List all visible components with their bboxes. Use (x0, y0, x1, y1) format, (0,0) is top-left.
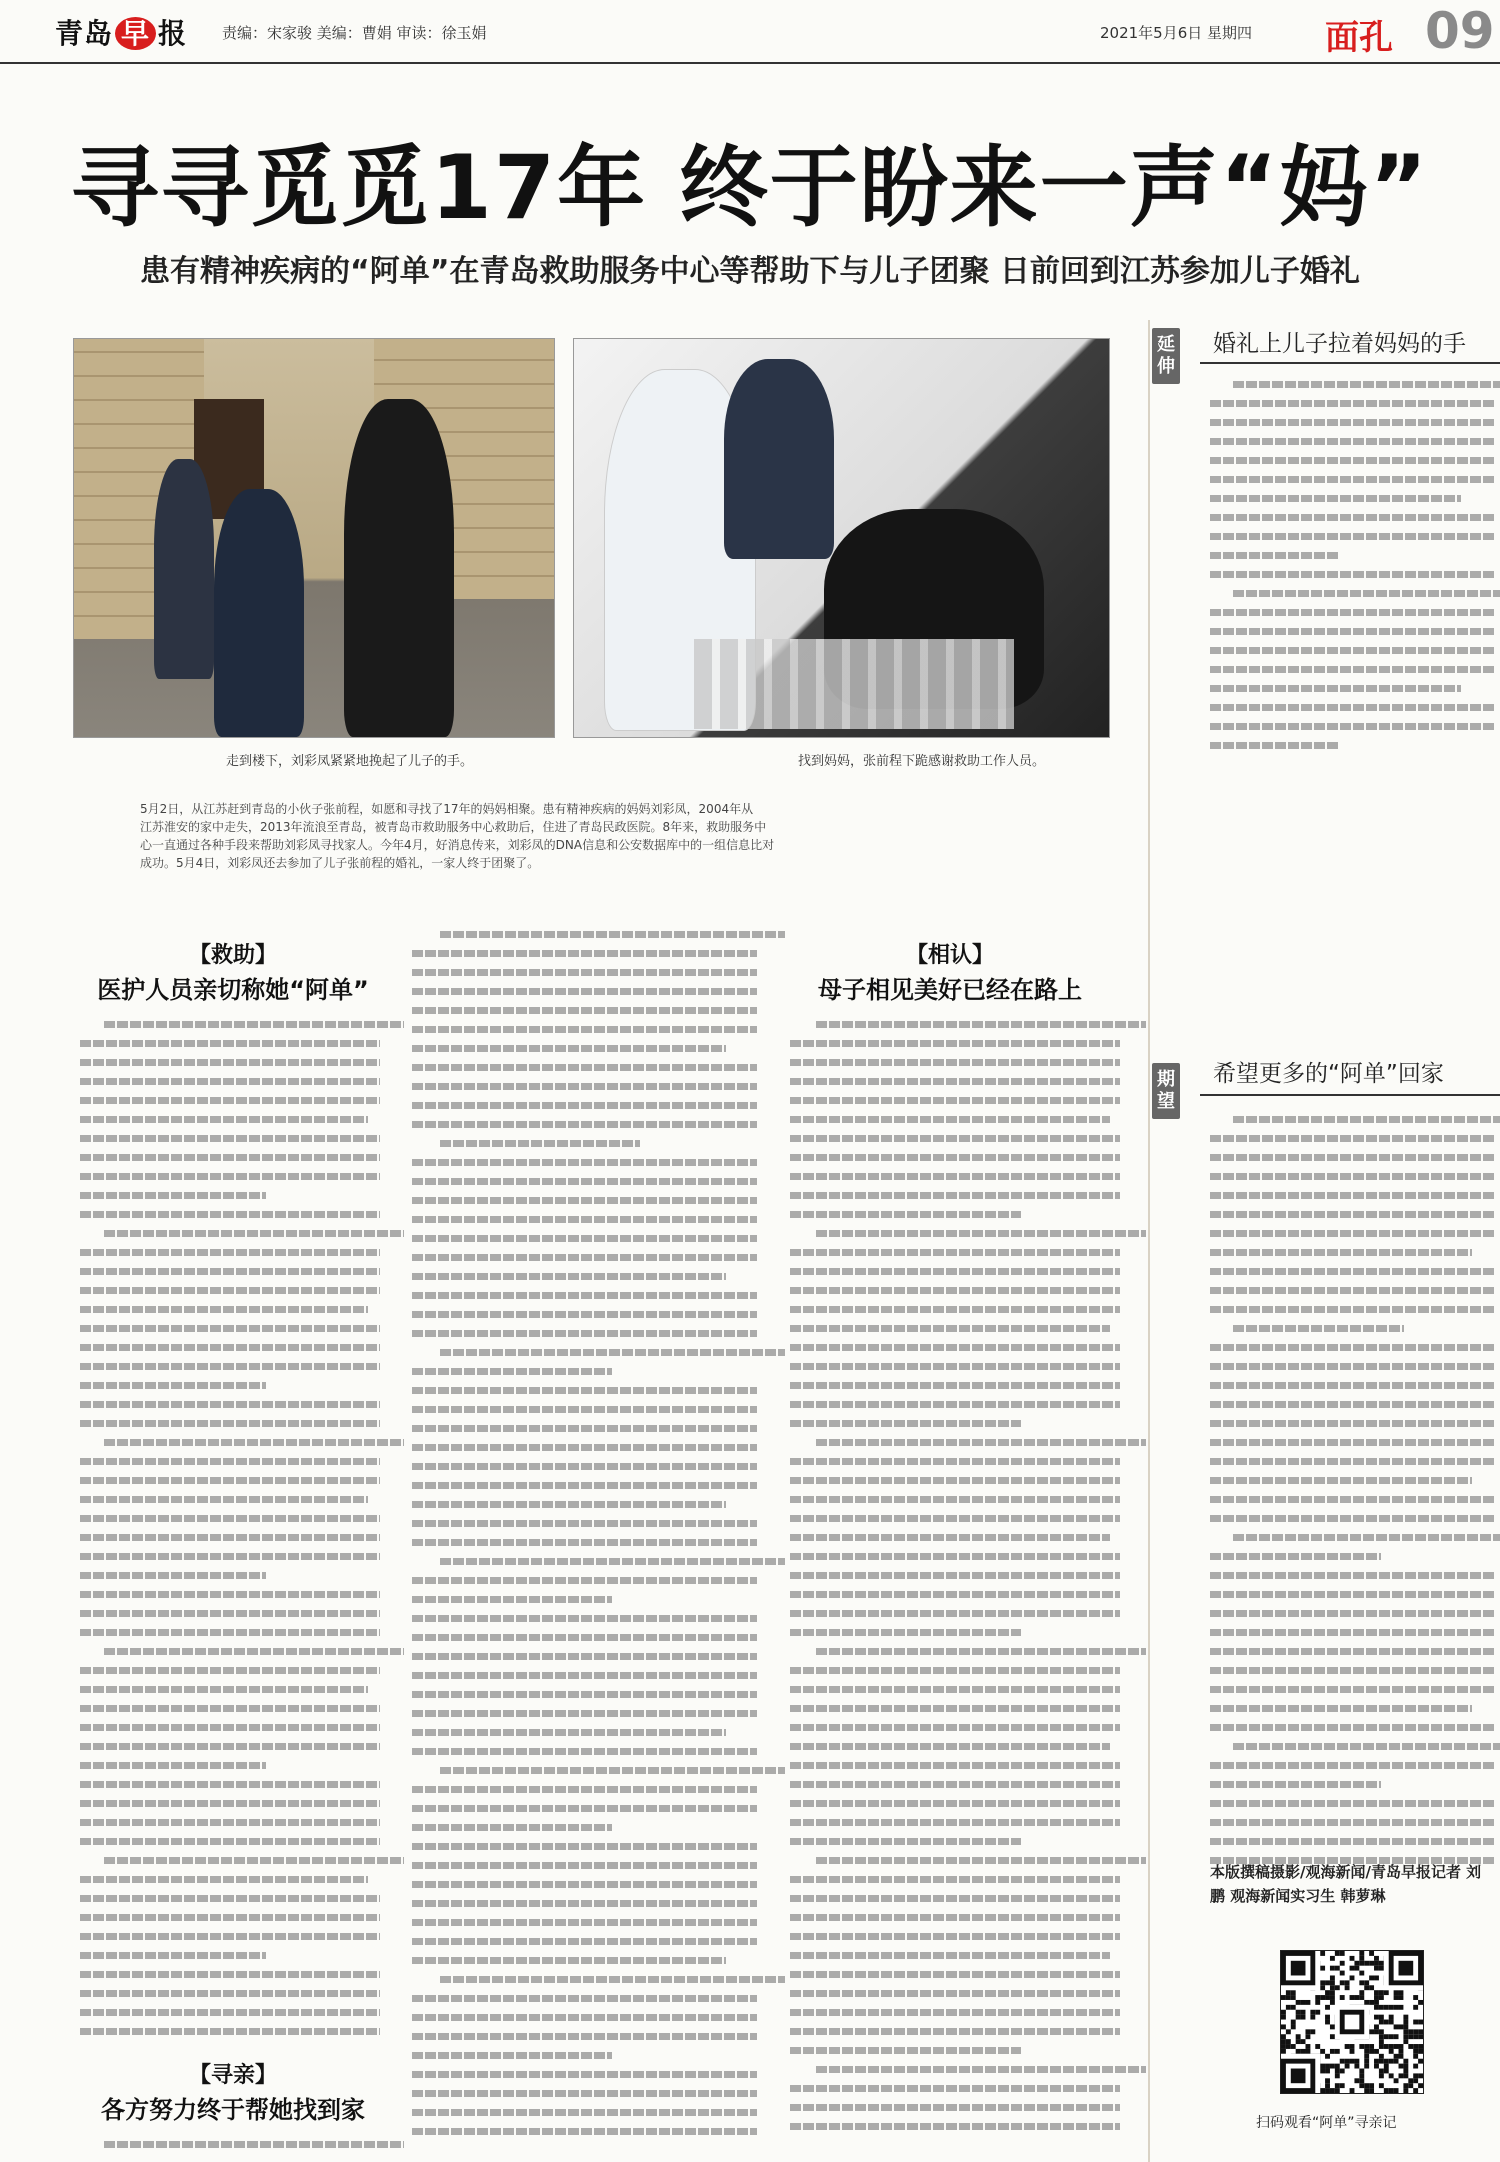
body-text-line (1210, 508, 1495, 527)
body-text-line (790, 1813, 1120, 1832)
body-text-line (1210, 1604, 1495, 1623)
body-text-line (1210, 1205, 1495, 1224)
body-text-line (1210, 546, 1338, 565)
headline: 寻寻觅觅17年 终于盼来一声“妈” (70, 136, 1430, 239)
body-text-line (790, 1243, 1120, 1262)
body-text-line (412, 1514, 757, 1533)
lead-line: 心一直通过各种手段来帮助刘彩凤寻找家人。今年4月，好消息传来，刘彩凤的DNA信息和公安数据库中的一组信息比对 (140, 838, 775, 852)
body-text-line (790, 1680, 1120, 1699)
body-text-line (412, 1324, 757, 1343)
body-text-line (80, 1091, 380, 1110)
body-text-line (1210, 1623, 1495, 1642)
body-text-line (790, 1357, 1120, 1376)
body-text-line (790, 1604, 1120, 1623)
body-text-line (412, 1742, 757, 1761)
body-text-line (1210, 1509, 1495, 1528)
logo-text-mid: 早 (115, 17, 156, 50)
body-text-line (1210, 1566, 1495, 1585)
article-column-3 (790, 1015, 1120, 2136)
body-text-line (1210, 1224, 1495, 1243)
lead-line: 成功。5月4日，刘彩凤还去参加了儿子张前程的婚礼，一家人终于团聚了。 (140, 856, 540, 870)
body-text-line (80, 1357, 380, 1376)
body-text-line (1210, 565, 1495, 584)
body-text-line (790, 1756, 1120, 1775)
body-text-line (790, 1262, 1120, 1281)
section-tag-recognize: 【相认】 (905, 943, 994, 968)
article-column-1-bottom (80, 2135, 380, 2154)
body-text-line (80, 1585, 380, 1604)
body-text-line (790, 1205, 1021, 1224)
body-text-line (80, 1509, 380, 1528)
body-text-line (1210, 451, 1495, 470)
body-text-line (412, 2008, 757, 2027)
qr-code-icon[interactable] (1280, 1950, 1424, 2094)
body-text-line (80, 1528, 380, 1547)
body-text-line (412, 1077, 757, 1096)
body-text-line (412, 1495, 726, 1514)
body-text-line (412, 1704, 757, 1723)
section-title-recognize: 母子相见美好已经在路上 (818, 976, 1082, 1004)
body-text-line (80, 1984, 380, 2003)
body-text-line (412, 1571, 757, 1590)
body-text-line (1210, 432, 1495, 451)
body-text-line (412, 1647, 757, 1666)
body-text-line (1210, 1395, 1495, 1414)
sidebar-label-hope: 期望 (1152, 1063, 1180, 1119)
body-text-line (412, 1419, 757, 1438)
logo-text-right: 报 (158, 17, 188, 50)
body-text-line (104, 1015, 404, 1034)
byline: 本版撰稿摄影/观海新闻/青岛早报记者 刘鹏 观海新闻实习生 韩萝琳 (1210, 1863, 1482, 1905)
body-text-line (412, 1153, 757, 1172)
body-text-line (412, 1837, 757, 1856)
body-text-line (816, 1224, 1146, 1243)
section-tag-search: 【寻亲】 (188, 2063, 277, 2088)
body-text-line (412, 1001, 757, 1020)
body-text-line (790, 1908, 1120, 1927)
body-text-line (790, 1623, 1021, 1642)
body-text-line (1233, 584, 1500, 603)
body-text-line (1210, 1756, 1495, 1775)
body-text-line (104, 2135, 404, 2154)
body-text-line (1210, 1680, 1495, 1699)
body-text-line (80, 2022, 380, 2041)
body-text-line (1210, 1338, 1495, 1357)
body-text-line (1210, 1832, 1495, 1851)
body-text-line (80, 1604, 380, 1623)
body-text-line (412, 1780, 757, 1799)
body-text-line (80, 1167, 380, 1186)
body-text-line (1210, 1699, 1472, 1718)
body-text-line (816, 2060, 1146, 2079)
body-text-line (790, 1832, 1021, 1851)
body-text-line (80, 1756, 266, 1775)
issue-date: 2021年5月6日 星期四 (1100, 24, 1253, 42)
body-text-line (80, 1376, 266, 1395)
lead-line: 5月2日，从江苏赶到青岛的小伙子张前程，如愿和寻找了17年的妈妈相聚。患有精神疾病的妈妈刘彩凤，2004年从 (140, 802, 754, 816)
staff-figure (154, 459, 214, 679)
sidebar-label-extension: 延伸 (1152, 328, 1180, 384)
body-text-line (80, 1395, 380, 1414)
body-text-line (790, 1984, 1120, 2003)
body-text-line (1210, 1547, 1381, 1566)
body-text-line (412, 1191, 757, 1210)
body-text-line (790, 1965, 1120, 1984)
body-text-line (412, 1457, 757, 1476)
body-text-line (790, 1566, 1120, 1585)
body-text-line (412, 1267, 726, 1286)
body-text-line (412, 982, 757, 1001)
photo-caption-2: 找到妈妈，张前程下跪感谢救助工作人员。 (798, 754, 1046, 769)
body-text-line (1210, 1642, 1495, 1661)
body-text-line (1210, 717, 1495, 736)
body-text-line (412, 2046, 612, 2065)
body-text-line (1210, 1452, 1495, 1471)
section-title-search: 各方努力终于帮她找到家 (101, 2096, 365, 2124)
body-text-line (80, 1281, 380, 1300)
body-text-line (80, 1889, 380, 1908)
body-text-line (1233, 1110, 1500, 1129)
body-text-line (790, 1509, 1120, 1528)
body-text-line (790, 1395, 1120, 1414)
body-text-line (412, 1609, 757, 1628)
body-text-line (412, 1115, 757, 1134)
body-text-line (412, 1932, 757, 1951)
body-text-line (1233, 1737, 1500, 1756)
body-text-line (412, 1666, 757, 1685)
body-text-line (80, 1262, 380, 1281)
body-text-line (80, 1319, 380, 1338)
body-text-line (412, 1685, 757, 1704)
body-text-line (80, 1072, 380, 1091)
body-text-line (440, 1970, 785, 1989)
body-text-line (80, 1775, 380, 1794)
body-text-line (80, 1927, 380, 1946)
body-text-line (1233, 375, 1500, 394)
body-text-line (1210, 1718, 1495, 1737)
body-text-line (104, 1851, 404, 1870)
body-text-line (1233, 1528, 1500, 1547)
body-text-line (80, 1053, 380, 1072)
body-text-line (790, 1338, 1120, 1357)
body-text-line (412, 1856, 757, 1875)
body-text-line (412, 1894, 757, 1913)
body-text-line (440, 1343, 785, 1362)
body-text-line (816, 1015, 1146, 1034)
body-text-line (412, 1438, 757, 1457)
body-text-line (80, 1680, 368, 1699)
body-text-line (80, 1623, 380, 1642)
editor-credits: 责编：宋家骏 美编：曹娟 审读：徐玉娟 (222, 24, 487, 42)
body-text-line (80, 1699, 380, 1718)
body-text-line (80, 1205, 380, 1224)
body-text-line (1210, 1262, 1495, 1281)
body-text-line (1210, 527, 1495, 546)
body-text-line (412, 1590, 612, 1609)
body-text-line (816, 1851, 1146, 1870)
body-text-line (790, 1528, 1110, 1547)
lead-line: 江苏淮安的家中走失，2013年流浪至青岛，被青岛市救助服务中心救助后，住进了青岛民政医院。8年来，救助服务中 (140, 820, 767, 834)
sidebar-column-2 (1210, 1110, 1495, 1870)
body-text-line (80, 1338, 380, 1357)
body-text-line (412, 1305, 757, 1324)
body-text-line (790, 1148, 1120, 1167)
article-column-2 (412, 925, 757, 2141)
body-text-line (1210, 413, 1495, 432)
body-text-line (1210, 698, 1495, 717)
body-text-line (1233, 1319, 1404, 1338)
body-text-line (790, 2003, 1120, 2022)
sidebar-title-hope: 希望更多的“阿单”回家 (1213, 1061, 1444, 1087)
body-text-line (80, 1034, 380, 1053)
body-text-line (816, 1433, 1146, 1452)
body-text-line (790, 1889, 1120, 1908)
body-text-line (790, 1661, 1120, 1680)
body-text-line (790, 1186, 1120, 1205)
body-text-line (412, 963, 757, 982)
body-text-line (412, 2084, 757, 2103)
body-text-line (440, 1552, 785, 1571)
body-text-line (1210, 1794, 1495, 1813)
body-text-line (1210, 1186, 1495, 1205)
body-text-line (80, 1832, 380, 1851)
body-text-line (412, 1476, 757, 1495)
body-text-line (80, 1148, 380, 1167)
logo-text-left: 青岛 (55, 17, 114, 50)
body-text-line (790, 1699, 1120, 1718)
body-text-line (412, 2122, 757, 2141)
body-text-line (790, 1072, 1120, 1091)
subheadline: 患有精神疾病的“阿单”在青岛救助服务中心等帮助下与儿子团聚 日前回到江苏参加儿子婚礼 (140, 254, 1360, 289)
section-tag-rescue: 【救助】 (188, 943, 277, 968)
body-text-line (412, 1020, 757, 1039)
body-text-line (80, 1490, 368, 1509)
body-text-line (80, 1452, 380, 1471)
sidebar-column-1 (1210, 375, 1495, 755)
body-text-line (80, 1737, 380, 1756)
woman-figure (724, 359, 834, 559)
body-text-line (1210, 470, 1495, 489)
body-text-line (412, 1096, 757, 1115)
body-text-line (80, 1243, 380, 1262)
body-text-line (1210, 679, 1461, 698)
body-text-line (412, 1286, 757, 1305)
sidebar-rule (1200, 362, 1500, 364)
body-text-line (412, 1362, 612, 1381)
body-text-line (1210, 1490, 1495, 1509)
body-text-line (790, 1927, 1120, 1946)
body-text-line (816, 1642, 1146, 1661)
body-text-line (1210, 1433, 1495, 1452)
photo-mother-son-walking (73, 338, 555, 738)
body-text-line (80, 1661, 380, 1680)
body-text-line (790, 1490, 1120, 1509)
son-figure (344, 399, 454, 737)
body-text-line (412, 1210, 757, 1229)
body-text-line (790, 2041, 1021, 2060)
body-text-line (412, 944, 757, 963)
body-text-line (1210, 736, 1338, 755)
body-text-line (790, 1870, 1120, 1889)
body-text-line (412, 1039, 726, 1058)
body-text-line (80, 1908, 380, 1927)
body-text-line (1210, 1129, 1495, 1148)
body-text-line (790, 2079, 1120, 2098)
body-text-line (412, 1248, 757, 1267)
article-column-1 (80, 1015, 380, 2041)
body-text-line (80, 1718, 380, 1737)
body-text-line (1210, 1357, 1495, 1376)
body-text-line (80, 1110, 368, 1129)
body-text-line (790, 1414, 1021, 1433)
body-text-line (412, 1628, 757, 1647)
body-text-line (790, 1775, 1120, 1794)
body-text-line (790, 1585, 1120, 1604)
body-text-line (104, 1433, 404, 1452)
body-text-line (790, 1110, 1110, 1129)
body-text-line (1210, 1300, 1495, 1319)
body-text-line (1210, 1148, 1495, 1167)
qr-caption: 扫码观看“阿单”寻亲记 (1256, 2115, 1397, 2131)
body-text-line (412, 1799, 757, 1818)
body-text-line (790, 1300, 1120, 1319)
body-text-line (80, 1946, 266, 1965)
body-text-line (790, 1091, 1120, 1110)
body-text-line (790, 2098, 1120, 2117)
photo-son-kneeling (573, 338, 1110, 738)
body-text-line (1210, 603, 1495, 622)
body-text-line (412, 1913, 757, 1932)
body-text-line (80, 1471, 380, 1490)
body-text-line (104, 1224, 404, 1243)
body-text-line (412, 1229, 757, 1248)
sidebar-title-wedding: 婚礼上儿子拉着妈妈的手 (1213, 331, 1466, 357)
body-text-line (412, 1533, 757, 1552)
body-text-line (1210, 1661, 1495, 1680)
body-text-line (80, 1566, 266, 1585)
section-title-rescue: 医护人员亲切称她“阿单” (97, 976, 369, 1004)
body-text-line (1210, 1585, 1495, 1604)
body-text-line (80, 1300, 368, 1319)
body-text-line (440, 1761, 785, 1780)
page-number: 09 (1425, 2, 1495, 60)
body-text-line (412, 1058, 757, 1077)
body-text-line (80, 1547, 380, 1566)
body-text-line (80, 1813, 380, 1832)
body-text-line (412, 1172, 757, 1191)
body-text-line (1210, 1281, 1495, 1300)
body-text-line (1210, 1167, 1495, 1186)
body-text-line (790, 1946, 1110, 1965)
body-text-line (790, 1376, 1120, 1395)
body-text-line (790, 1053, 1120, 1072)
body-text-line (412, 1400, 757, 1419)
body-text-line (790, 1718, 1120, 1737)
body-text-line (1210, 660, 1495, 679)
body-text-line (440, 925, 785, 944)
body-text-line (790, 1034, 1120, 1053)
body-text-line (80, 1414, 380, 1433)
mother-figure (214, 489, 304, 737)
body-text-line (80, 2003, 380, 2022)
body-text-line (80, 1794, 380, 1813)
body-text-line (790, 2022, 1120, 2041)
lead-paragraph (140, 800, 1040, 872)
body-text-line (1210, 1376, 1495, 1395)
body-text-line (412, 2027, 757, 2046)
body-text-line (1210, 1414, 1495, 1433)
body-text-line (412, 1951, 726, 1970)
body-text-line (790, 1281, 1120, 1300)
body-text-line (790, 1129, 1120, 1148)
body-text-line (412, 1381, 757, 1400)
body-text-line (790, 1547, 1120, 1566)
body-text-line (412, 1989, 757, 2008)
body-text-line (790, 1471, 1120, 1490)
body-text-line (412, 1818, 612, 1837)
body-text-line (790, 1319, 1110, 1338)
body-text-line (1210, 622, 1495, 641)
body-text-line (790, 1452, 1120, 1471)
body-text-line (1210, 1775, 1381, 1794)
body-text-line (412, 2065, 757, 2084)
body-text-line (104, 1642, 404, 1661)
body-text-line (790, 1167, 1120, 1186)
body-text-line (412, 2103, 757, 2122)
photo-caption-1: 走到楼下，刘彩凤紧紧地挽起了儿子的手。 (226, 754, 474, 769)
body-text-line (412, 1875, 757, 1894)
body-text-line (1210, 394, 1495, 413)
body-text-line (440, 1134, 640, 1153)
body-text-line (80, 1870, 368, 1889)
body-text-line (790, 1794, 1120, 1813)
body-text-line (1210, 641, 1495, 660)
newspaper-logo (55, 12, 187, 52)
body-text-line (1210, 1471, 1472, 1490)
body-text-line (1210, 489, 1461, 508)
body-text-line (80, 1129, 380, 1148)
sidebar-rule (1200, 1094, 1500, 1096)
body-text-line (80, 1965, 380, 1984)
body-text-line (412, 1723, 726, 1742)
body-text-line (80, 1186, 266, 1205)
body-text-line (790, 1737, 1110, 1756)
body-text-line (1210, 1243, 1472, 1262)
body-text-line (790, 2117, 1120, 2136)
floor-grate (694, 639, 1014, 729)
section-name: 面孔 (1325, 18, 1393, 58)
body-text-line (1210, 1813, 1495, 1832)
